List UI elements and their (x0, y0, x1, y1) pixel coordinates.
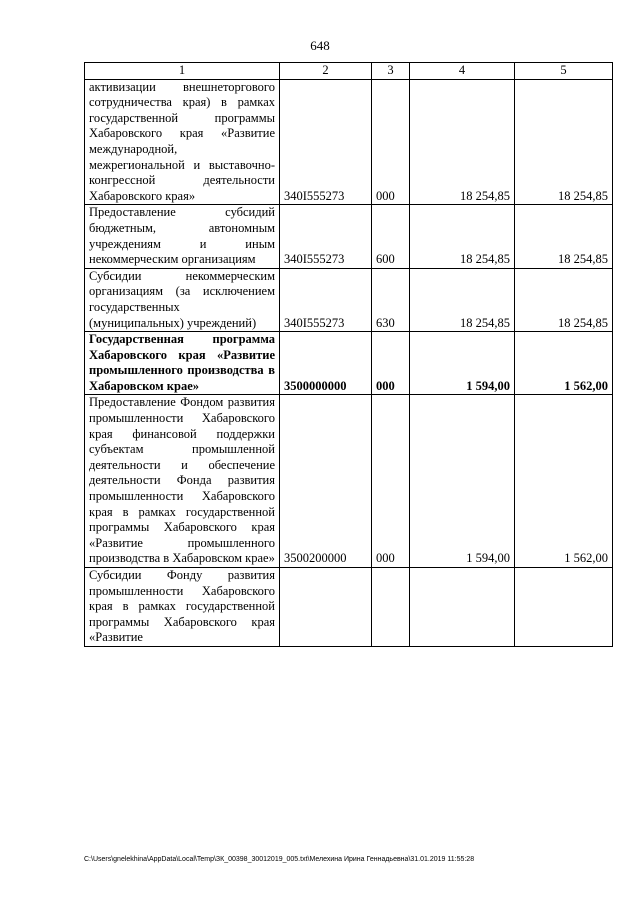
table-row (85, 79, 613, 205)
column-header-5: 5 (515, 63, 613, 80)
row-value-1 (410, 568, 515, 647)
row-value-2: 18 254,85 (515, 268, 613, 331)
row-type: 000 (372, 395, 410, 568)
row-type (372, 568, 410, 647)
column-header-3: 3 (372, 63, 410, 80)
row-code: 3500200000 (280, 395, 372, 568)
row-value-2: 1 562,00 (515, 395, 613, 568)
row-name: Субсидии некоммерческим организациям (за исключением государственных (муниципальных) учреждений) (85, 268, 280, 331)
row-name: Субсидии Фонду развития промышленности Хабаровского края в рамках государственной программы Хабаровского края «Развитие (85, 568, 280, 647)
row-value-1: 1 594,00 (410, 395, 515, 568)
row-code: 340I555273 (280, 205, 372, 268)
budget-table (84, 62, 613, 647)
row-code: 340I555273 (280, 268, 372, 331)
row-value-2 (515, 568, 613, 647)
row-code: 3500000000 (280, 332, 372, 395)
row-value-1: 18 254,85 (410, 268, 515, 331)
table-row (85, 205, 613, 268)
column-header-4: 4 (410, 63, 515, 80)
row-value-2: 18 254,85 (515, 205, 613, 268)
row-type: 630 (372, 268, 410, 331)
table-row (85, 568, 613, 647)
column-header-1: 1 (85, 63, 280, 80)
column-header-2: 2 (280, 63, 372, 80)
row-value-2: 1 562,00 (515, 332, 613, 395)
table-row (85, 268, 613, 331)
row-type: 600 (372, 205, 410, 268)
file-path-footer: C:\Users\gnelekhina\AppData\Local\Temp\ЗК_00398_30012019_005.txt\Мелехина Ирина Геннадьевна\31.01.2019 11:55:28 (84, 856, 475, 863)
row-value-1: 18 254,85 (410, 79, 515, 205)
row-name: Предоставление Фондом развития промышленности Хабаровского края финансовой поддержки субъектам промышленной деятельности и обеспечение деятельности Фонда развития промышленности Хабаровского края в рамках государственной программы Хабаровского края «Развитие промышленного производства в Хабаровском крае» (85, 395, 280, 568)
page-number: 648 (310, 38, 330, 53)
row-name: Предоставление субсидий бюджетным, автономным учреждениям и иным некоммерческим организациям (85, 205, 280, 268)
row-name: активизации внешнеторгового сотрудничества края) в рамках государственной программы Хабаровского края «Развитие международной, межрегиональной и выставочно-конгрессной деятельности Хабаровского края» (85, 79, 280, 205)
row-code: 340I555273 (280, 79, 372, 205)
table-header-row (85, 63, 613, 80)
row-value-1: 18 254,85 (410, 205, 515, 268)
row-type: 000 (372, 79, 410, 205)
table-row (85, 395, 613, 568)
row-name: Государственная программа Хабаровского края «Развитие промышленного производства в Хабаровском крае» (85, 332, 280, 395)
row-value-2: 18 254,85 (515, 79, 613, 205)
row-type: 000 (372, 332, 410, 395)
row-code (280, 568, 372, 647)
row-value-1: 1 594,00 (410, 332, 515, 395)
table-row-program (85, 332, 613, 395)
